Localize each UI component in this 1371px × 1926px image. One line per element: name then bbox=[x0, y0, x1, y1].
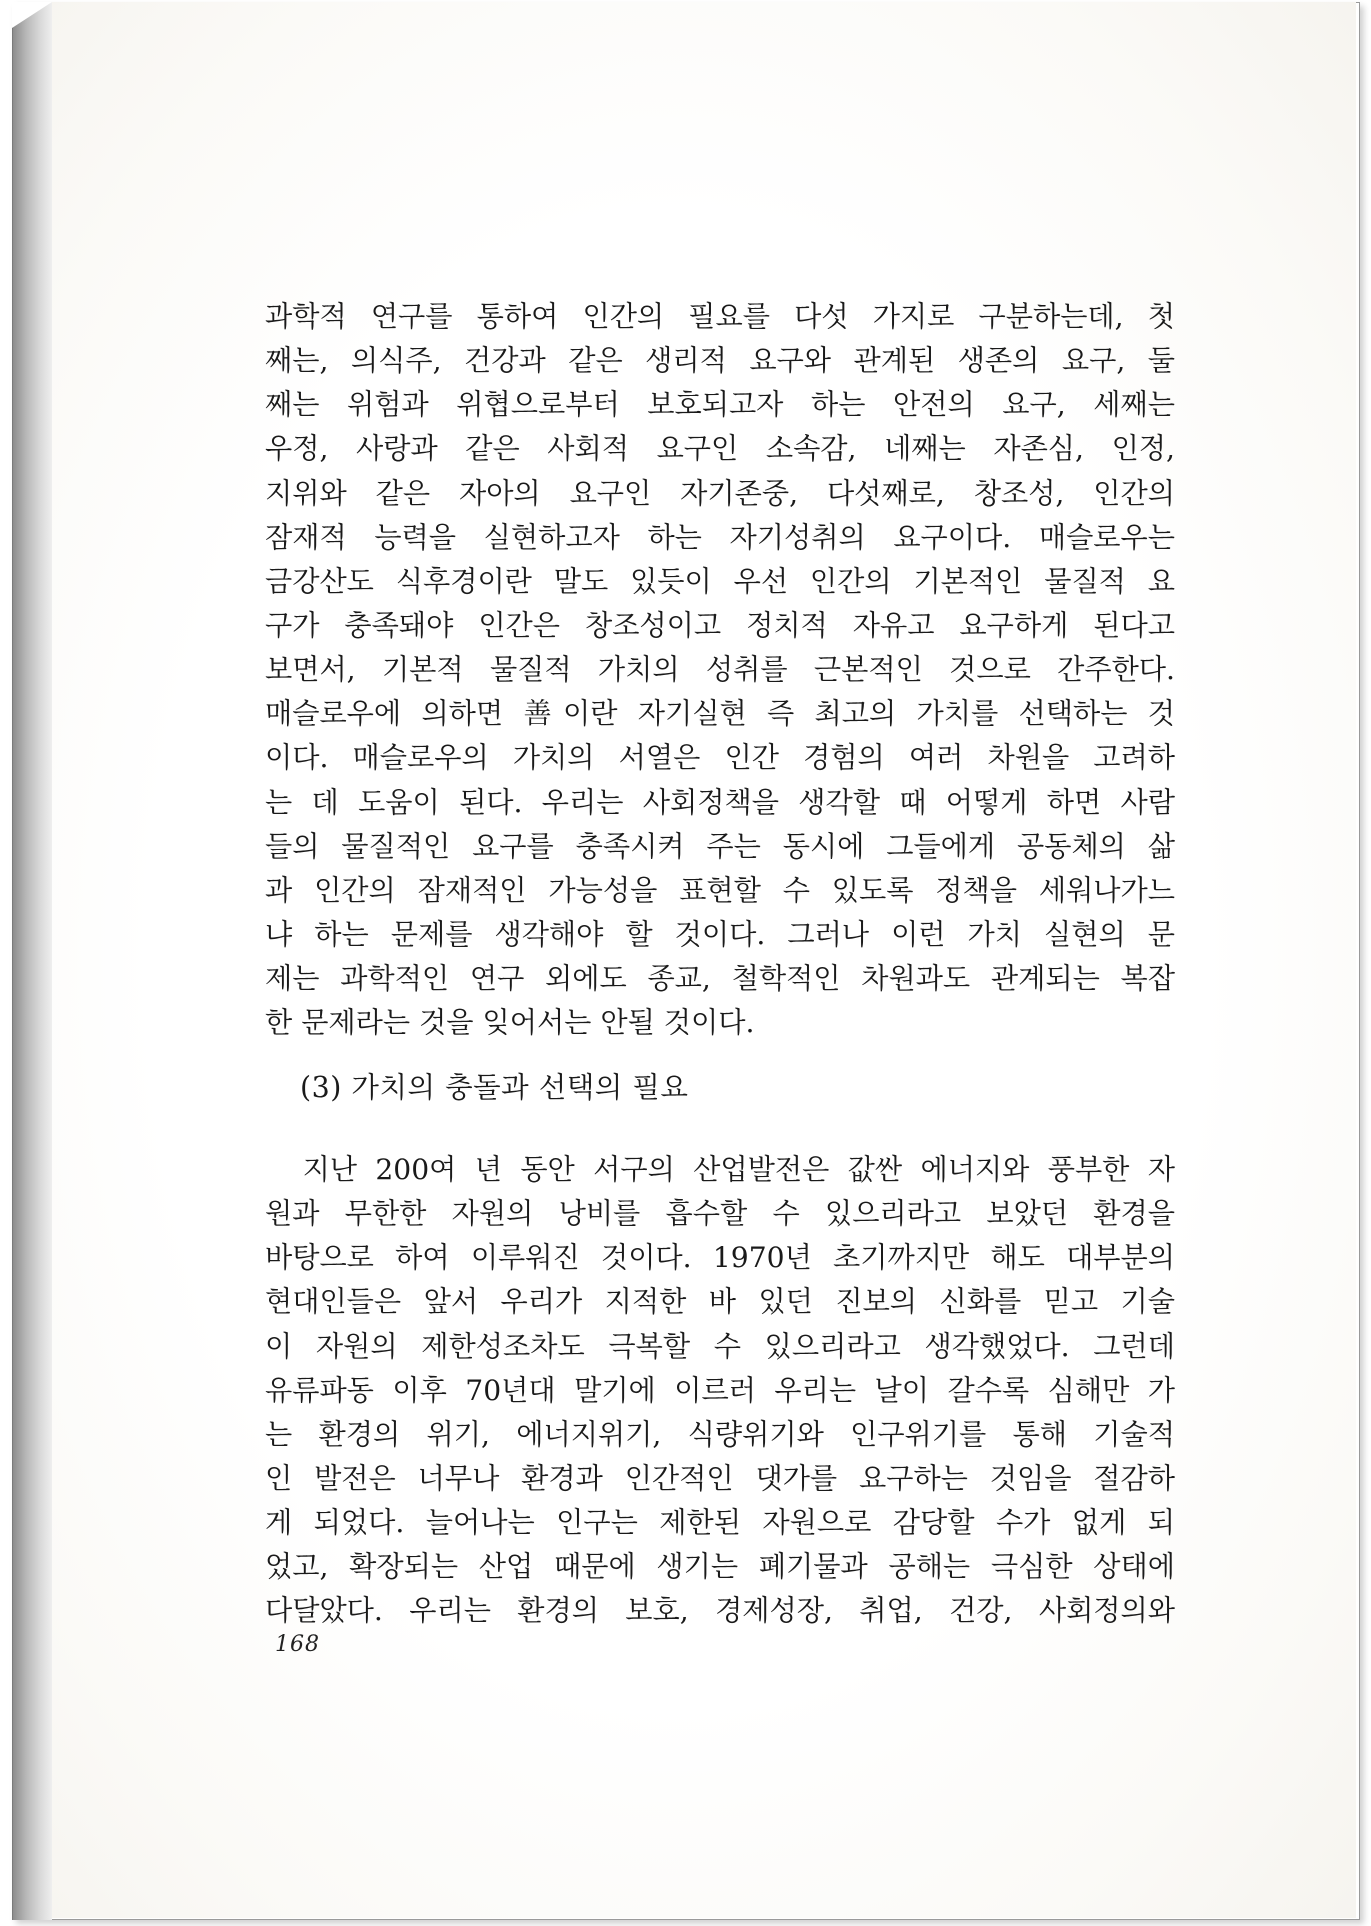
text-line: 과학적 연구를 통하여 인간의 필요를 다섯 가지로 구분하는데, 첫 bbox=[265, 300, 1175, 333]
text-line: 는 데 도움이 된다. 우리는 사회정책을 생각할 때 어떻게 하면 사람 bbox=[265, 785, 1175, 819]
text-line: 금강산도 식후경이란 말도 있듯이 우선 인간의 기본적인 물질적 요 bbox=[265, 564, 1175, 598]
text-line: 냐 하는 문제를 생각해야 할 것이다. 그러나 이런 가치 실현의 문 bbox=[265, 917, 1175, 951]
text-line: 이다. 매슬로우의 가치의 서열은 인간 경험의 여러 차원을 고려하 bbox=[265, 741, 1175, 775]
text-line: 한 문제라는 것을 잊어서는 안될 것이다. bbox=[265, 1006, 755, 1040]
text-line: 게 되었다. 늘어나는 인구는 제한된 자원으로 감당할 수가 없게 되 bbox=[265, 1506, 1175, 1540]
text-line: 현대인들은 앞서 우리가 지적한 바 있던 진보의 신화를 믿고 기술 bbox=[265, 1285, 1175, 1319]
text-line: 우정, 사랑과 같은 사회적 요구인 소속감, 네째는 자존심, 인정, bbox=[265, 432, 1175, 466]
section-heading: (3) 가치의 충돌과 선택의 필요 bbox=[300, 1071, 689, 1104]
paragraph-2 bbox=[265, 1148, 1175, 1634]
text-line: 지위와 같은 자아의 요구인 자기존중, 다섯째로, 창조성, 인간의 bbox=[265, 476, 1175, 510]
text-line: 제는 과학적인 연구 외에도 종교, 철학적인 차원과도 관계되는 복잡 bbox=[265, 962, 1175, 996]
text-line: 원과 무한한 자원의 낭비를 흡수할 수 있으리라고 보았던 환경을 bbox=[265, 1197, 1175, 1231]
text-line: 구가 충족돼야 인간은 창조성이고 정치적 자유고 요구하게 된다고 bbox=[265, 608, 1175, 642]
paragraph-1 bbox=[265, 295, 1175, 1045]
text-line: 이 자원의 제한성조차도 극복할 수 있으리라고 생각했었다. 그런데 bbox=[265, 1329, 1175, 1363]
text-line: 과 인간의 잠재적인 가능성을 표현할 수 있도록 정책을 세워나가느 bbox=[265, 873, 1175, 907]
text-line: 유류파동 이후 70년대 말기에 이르러 우리는 날이 갈수록 심해만 가 bbox=[265, 1373, 1175, 1407]
text-line: 들의 물질적인 요구를 충족시켜 주는 동시에 그들에게 공동체의 삶 bbox=[265, 829, 1175, 863]
text-line: 째는, 의식주, 건강과 같은 생리적 요구와 관계된 생존의 요구, 둘 bbox=[265, 344, 1175, 378]
text-line: 었고, 확장되는 산업 때문에 생기는 폐기물과 공해는 극심한 상태에 bbox=[265, 1550, 1175, 1584]
text-line: 매슬로우에 의하면 善이란 자기실현 즉 최고의 가치를 선택하는 것 bbox=[265, 697, 1175, 731]
page-number: 168 bbox=[275, 1632, 320, 1657]
text-line: 인 발전은 너무나 환경과 인간적인 댓가를 요구하는 것임을 절감하 bbox=[265, 1461, 1175, 1495]
text-line: 지난 200여 년 동안 서구의 산업발전은 값싼 에너지와 풍부한 자 bbox=[265, 1153, 1175, 1186]
text-line: 다달았다. 우리는 환경의 보호, 경제성장, 취업, 건강, 사회정의와 bbox=[265, 1594, 1175, 1628]
text-line: 잠재적 능력을 실현하고자 하는 자기성취의 요구이다. 매슬로우는 bbox=[265, 520, 1175, 554]
text-line: 보면서, 기본적 물질적 가치의 성취를 근본적인 것으로 간주한다. bbox=[265, 653, 1175, 687]
text-line: 째는 위험과 위협으로부터 보호되고자 하는 안전의 요구, 세째는 bbox=[265, 388, 1175, 422]
page-spine bbox=[12, 2, 52, 1920]
text-line: 는 환경의 위기, 에너지위기, 식량위기와 인구위기를 통해 기술적 bbox=[265, 1417, 1175, 1451]
text-line: 바탕으로 하여 이루워진 것이다. 1970년 초기까지만 해도 대부분의 bbox=[265, 1241, 1175, 1275]
page-spine-corner bbox=[12, 2, 52, 28]
